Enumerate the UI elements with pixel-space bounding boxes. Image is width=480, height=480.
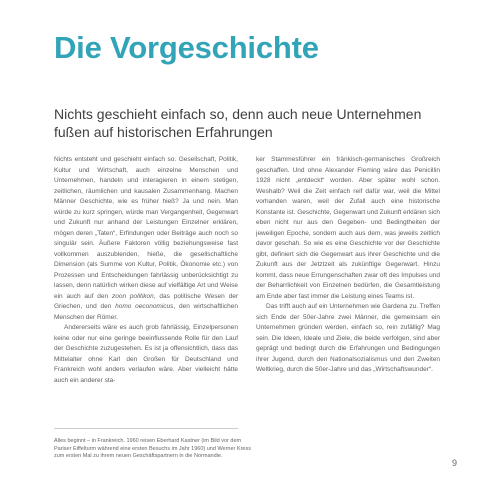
left-paragraph-2: Andererseits wäre es auch grob fahrlässig, Einzelpersonen keine oder nur eine geringe beeinflussende Rolle für den Lauf der Geschichte zuzugestehen. Es ist ja offensichtlich, dass das Mittelalter ohne Karl den Großen für Deutschland und Frankreich wohl anders verlaufen wäre. Aber vielleicht hätte auch ein anderer sta-: [54, 324, 238, 384]
term-zoon-politikon: zoon politikon: [112, 292, 154, 300]
left-paragraph-1-text-b: , das politische Wesen der Griechen, und den: [54, 292, 239, 310]
right-text-column: [256, 155, 440, 376]
left-paragraph-1-text-c: , den wirtschaftlichen Menschen der Römer.: [54, 303, 238, 321]
term-homo-oeconomicus: homo oeconomicus: [115, 303, 174, 310]
left-paragraph-1-text-a: Nichts entsteht und geschieht einfach so. Gesellschaft, Politik, Kultur und Wirtschaft, auch einzelne Menschen und Unternehmen, handeln und interagieren in einem stetigen, zeitlichen, räumlichen und kausalen Zusammenhang. Machen Männer Geschichte, wie es früher hieß? Ja und nein. Man würde zu kurz springen, würde man Vergangenheit, Gegenwart und Zukunft nur anhand der Leistungen Einzelner erklären, mögen deren „Taten“, Erfindungen oder Beiträge auch noch so singulär sein. Äußere Faktoren völlig beziehungsweise fast vollkommen auszublenden, hieße, die gesellschaftliche Dimension (als Summe von Kultur, Politik, Ökonomie etc.) von Prozessen und Entscheidungen fahrlässig unberücksichtigt zu lassen, denn natürlich wirken diese auf vielfältige Art und Weise ein auch auf den: [54, 156, 238, 300]
left-text-column: [54, 155, 238, 386]
page-subtitle: Nichts geschieht einfach so, denn auch neue Unternehmen fußen auf historischen Erfahrungen: [54, 106, 422, 140]
left-paragraph-1: [54, 155, 238, 323]
page-title: Die Vorgeschichte: [54, 30, 319, 65]
right-paragraph-1: ker Stammesführer ein fränkisch-germanisches Großreich geschaffen. Und ohne Alexander Fleming wäre das Penicillin 1928 nicht „entdeckt“ worden. Aber später wohl schon. Weshalb? Weil die Zeit einfach reif dafür war, weil die Mittel vorhanden waren, weil der Zufall auch eine historische Konstante ist. Geschichte, Gegenwart und Zukunft erklären sich eben nicht nur aus den Gegeben- und Bedingtheiten der jeweiligen Epoche, sondern auch aus dem, was jeweils zeitlich davor geschah. So wie es eine Geschichte vor der Geschichte gibt, definiert sich die Gegenwart aus ihrer Geschichte und die Zukunft aus der Jetztzeit als zukünftige Gegenwart. Hinzu kommt, dass neue Errungenschaften zwar oft des Impulses und der Beharrlichkeit von Einzelnen bedürfen, die Gesamtleistung am Ende aber fast immer die Leistung eines Teams ist.: [256, 156, 440, 300]
image-caption: Alles beginnt – in Frankreich. 1960 reisen Eberhard Kastner (im Bild vor dem Pariser Eiffelturm während eine ersten Besuchs im Jahr 1960) und Werner Kress zum ersten Mal zu ihrem neuen Geschäftspartnern in die Normandie.: [54, 438, 251, 459]
footnote-divider: [54, 428, 238, 429]
page-number: 9: [452, 458, 458, 468]
right-paragraph-2: Das trifft auch auf ein Unternehmen wie Gardena zu. Treffen sich Ende der 50er-Jahre zwei Männer, die gemeinsam ein Unternehmen gründen werden, einfach so, rein zufällig? Mag sein. Die Ideen, Ideale und Ziele, die beide verfolgen, sind aber geprägt und bedingt durch die Erfahrungen und Bedingungen ihrer Jugend, durch den Nationalsozialismus und den Zweiten Weltkrieg, durch die 50er-Jahre und das „Wirtschaftswunder“.: [256, 303, 440, 373]
